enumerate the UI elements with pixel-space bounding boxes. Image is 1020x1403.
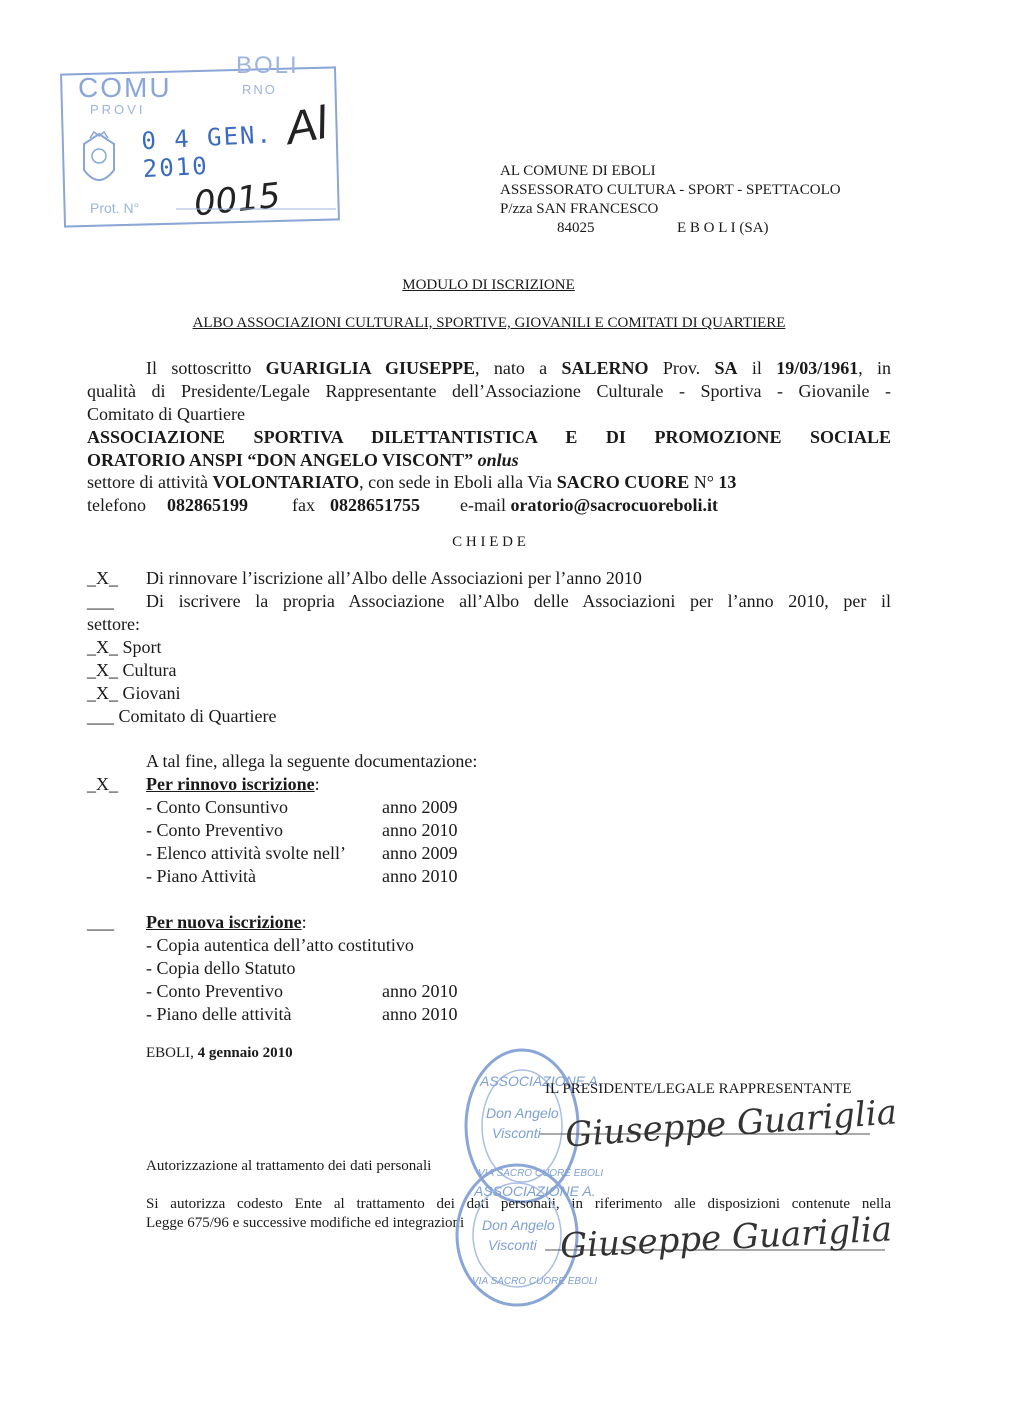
privacy-text-line-2: Legge 675/96 e successive modifiche ed integrazioni — [146, 1215, 465, 1231]
seal-text: VIA SACRO CUORE EBOLI — [472, 1276, 598, 1287]
stamp-date: 0 4 GEN. 2010 — [140, 120, 274, 184]
seal-text: ASSOCIAZIONE A. — [474, 1183, 596, 1199]
stamp-underline — [176, 206, 336, 212]
contact-line — [87, 494, 718, 516]
doc-item-label: - Copia dello Statuto — [146, 958, 296, 978]
seal-text: Visconti — [492, 1125, 541, 1141]
recipient-line: AL COMUNE DI EBOLI — [500, 163, 656, 179]
birth-province: SA — [714, 358, 738, 378]
text: , nato a — [475, 358, 548, 378]
text: settore di attività — [87, 472, 208, 492]
street-number: 13 — [718, 472, 737, 492]
email-label: e-mail — [460, 495, 506, 515]
protocol-number: 0015 — [192, 175, 283, 225]
phone-value: 082865199 — [167, 495, 248, 515]
handwritten-initials: Al — [281, 95, 332, 155]
applicant-name: GUARIGLIA GIUSEPPE — [265, 358, 476, 378]
doc-item-label: - Conto Preventivo — [146, 981, 283, 1001]
recipient-line: P/zza SAN FRANCESCO — [500, 201, 659, 217]
street-value: SACRO CUORE — [556, 472, 690, 492]
birth-date: 19/03/1961 — [776, 358, 859, 378]
text: Prov. — [662, 358, 701, 378]
sector-option — [87, 636, 162, 658]
stamp-text: RNO — [242, 82, 277, 97]
new-request-text: Di iscrivere la propria Associazione all’Albo delle Associazioni per l’anno 2010, per il — [146, 591, 891, 611]
doc-item-label: - Elenco attività svolte nell’ — [146, 843, 346, 863]
checkbox-mark: _X_ — [87, 660, 118, 680]
recipient-city-line — [500, 219, 841, 238]
new-reg-checkbox-mark: ___ — [87, 912, 114, 932]
doc-item-label: - Copia autentica dell’atto costitutivo — [146, 935, 414, 955]
stamp-text: PROVI — [90, 102, 146, 117]
doc-item-year: anno 2009 — [382, 843, 458, 863]
documents-intro: A tal fine, allega la seguente documentazione: — [146, 751, 478, 771]
page-subtitle: ALBO ASSOCIAZIONI CULTURALI, SPORTIVE, GIOVANILI E COMITATI DI QUARTIERE — [192, 315, 786, 331]
sector-label: Sport — [122, 637, 162, 657]
checkbox-mark: ___ — [87, 706, 114, 726]
declaration-line-2: qualità di Presidente/Legale Rappresentante dell’Associazione Culturale - Sportiva - Giovanile - — [87, 381, 891, 401]
renew-request-text: Di rinnovare l’iscrizione all’Albo delle Associazioni per l’anno 2010 — [146, 568, 642, 588]
checkbox-mark: _X_ — [87, 637, 118, 657]
sector-option — [87, 682, 181, 704]
doc-item-label: - Piano delle attività — [146, 1004, 292, 1024]
doc-item-label: - Piano Attività — [146, 866, 256, 886]
stamp-text: BOLI — [236, 52, 299, 79]
seal-text: Don Angelo — [482, 1217, 555, 1233]
sector-option — [87, 659, 177, 681]
doc-item-label: - Conto Preventivo — [146, 820, 283, 840]
coat-of-arms-icon — [74, 130, 124, 200]
sector-word: settore: — [87, 614, 140, 634]
privacy-title: Autorizzazione al trattamento dei dati personali — [146, 1158, 432, 1174]
fax-value: 0828651755 — [330, 495, 420, 515]
text: , in — [858, 358, 892, 378]
text: il — [751, 358, 762, 378]
text: N° — [693, 472, 714, 492]
onlus-label: onlus — [477, 450, 519, 470]
fax-label: fax — [292, 495, 315, 515]
city: E B O L I (SA) — [677, 220, 769, 236]
text: , con sede in Eboli alla Via — [359, 472, 553, 492]
place-date — [146, 1044, 293, 1063]
doc-item-year: anno 2010 — [382, 820, 458, 840]
date: 4 gennaio 2010 — [197, 1045, 293, 1061]
chiede-heading: C H I E D E — [452, 534, 526, 550]
seal-text: Visconti — [488, 1237, 537, 1253]
recipient-address — [500, 162, 841, 238]
stamp-text: COMU — [78, 72, 172, 103]
doc-item-year: anno 2010 — [382, 866, 458, 886]
page-title: MODULO DI ISCRIZIONE — [402, 277, 575, 293]
declaration-line-3: Comitato di Quartiere — [87, 404, 245, 424]
checkbox-mark: _X_ — [87, 683, 118, 703]
new-reg-title: Per nuova iscrizione: — [146, 912, 307, 932]
sector-option — [87, 705, 276, 727]
seal-text: Don Angelo — [486, 1105, 559, 1121]
handwritten-signature: Giuseppe Guariglia — [564, 1092, 899, 1156]
doc-item-label: - Conto Consuntivo — [146, 797, 289, 817]
signature-title: IL PRESIDENTE/LEGALE RAPPRESENTANTE — [545, 1081, 852, 1097]
privacy-text-line-1: Si autorizza codesto Ente al trattamento dei dati personali, in riferimento alle disposizioni contenute nella — [146, 1196, 891, 1212]
stamp-prot-label: Prot. N° — [90, 200, 140, 216]
doc-item-year: anno 2009 — [382, 797, 458, 817]
sector-value: VOLONTARIATO — [212, 472, 360, 492]
association-name: ORATORIO ANSPI “DON ANGELO VISCONT” — [87, 450, 474, 470]
doc-item-year: anno 2010 — [382, 981, 458, 1001]
sector-label: Comitato di Quartiere — [118, 706, 277, 726]
handwritten-signature: Giuseppe Guariglia — [559, 1209, 894, 1267]
sector-label: Cultura — [122, 660, 177, 680]
sector-line — [87, 471, 736, 493]
recipient-line: ASSESSORATO CULTURA - SPORT - SPETTACOLO — [500, 182, 841, 198]
association-name-line-1: ASSOCIAZIONE SPORTIVA DILETTANTISTICA E DI PROMOZIONE SOCIALE — [87, 427, 891, 447]
phone-label: telefono — [87, 495, 146, 515]
birth-city: SALERNO — [561, 358, 649, 378]
sector-label: Giovani — [122, 683, 181, 703]
postal-code: 84025 — [557, 220, 595, 236]
declaration-line-1 — [146, 357, 891, 379]
email-value: oratorio@sacrocuoreboli.it — [510, 495, 719, 515]
renewal-checkbox-mark: _X_ — [87, 774, 118, 794]
new-reg-title-text: Per nuova iscrizione — [146, 912, 302, 932]
renew-checkbox-mark: _X_ — [87, 568, 118, 588]
text: Il sottoscritto — [146, 358, 252, 378]
seal-text: VIA SACRO CUORE EBOLI — [478, 1168, 604, 1179]
renewal-title: Per rinnovo iscrizione: — [146, 774, 320, 794]
doc-item-year: anno 2010 — [382, 1004, 458, 1024]
seal-text: ASSOCIAZIONE A. — [480, 1073, 602, 1089]
place: EBOLI, — [146, 1045, 194, 1061]
protocol-stamp — [60, 48, 340, 228]
new-checkbox-mark: ___ — [87, 591, 114, 611]
renewal-title-text: Per rinnovo iscrizione — [146, 774, 315, 794]
association-name-line-2 — [87, 449, 519, 471]
